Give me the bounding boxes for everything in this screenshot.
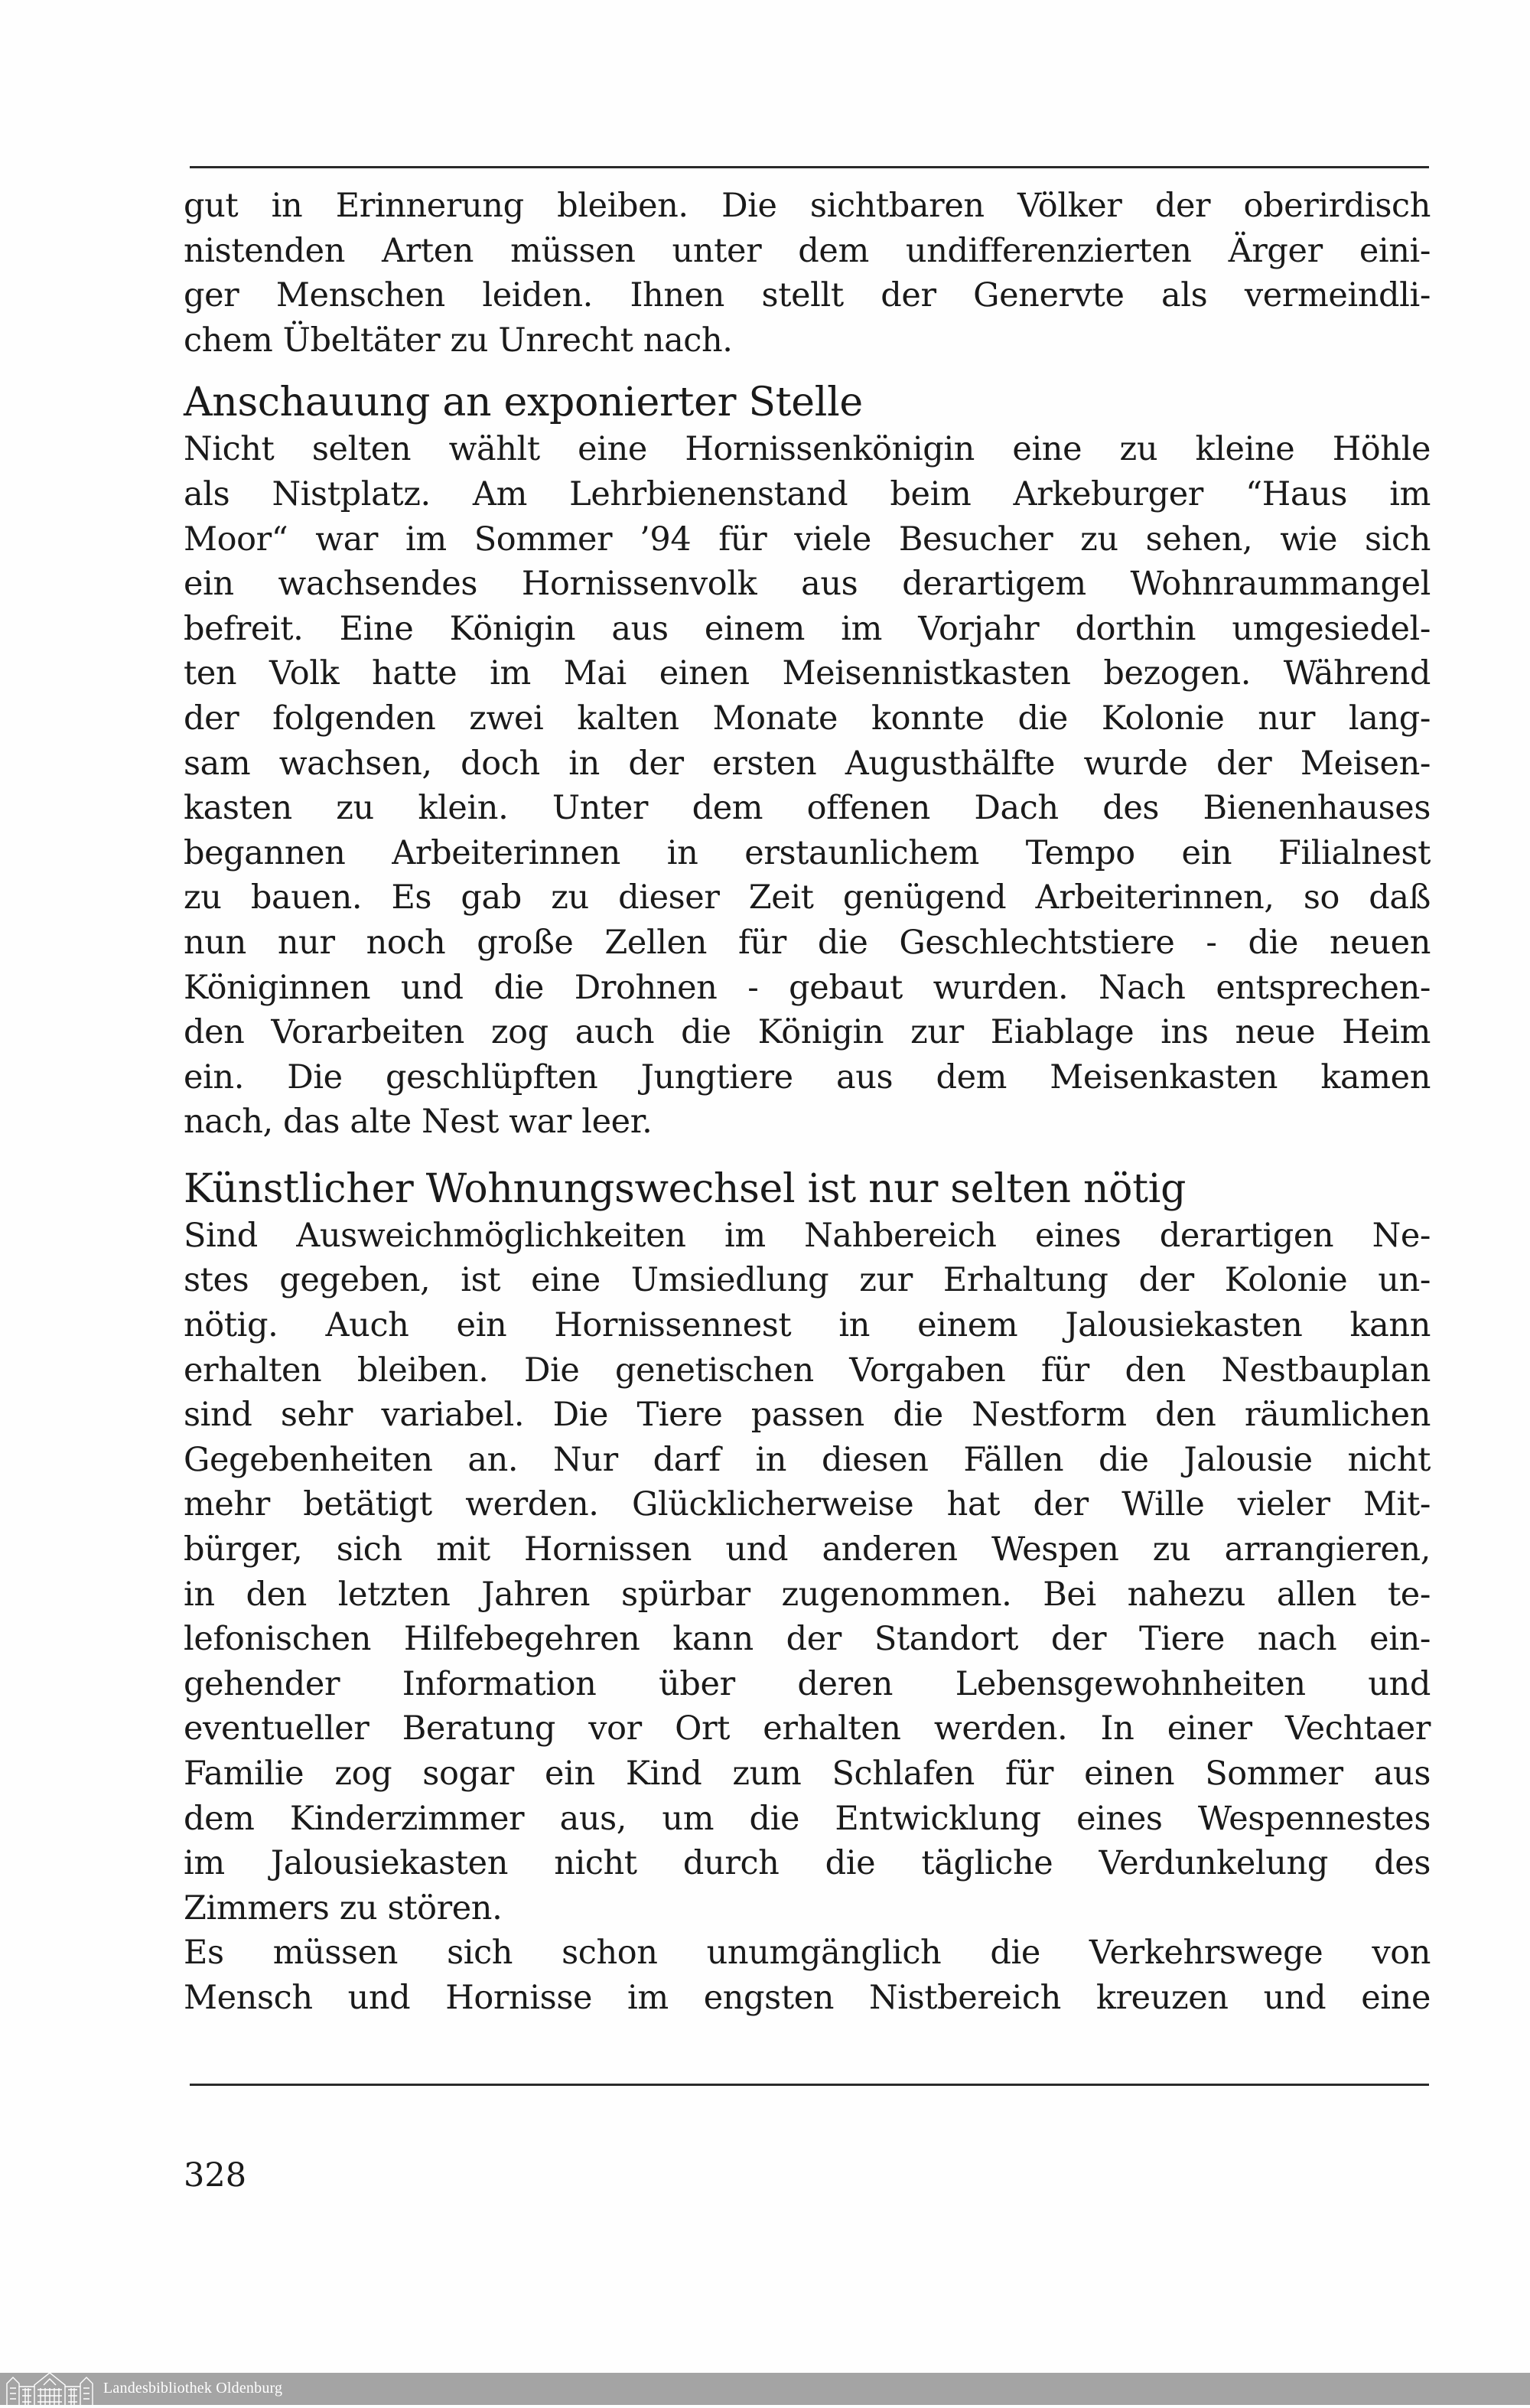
text-line: als Nistplatz. Am Lehrbienenstand beim Arkeburger “Haus im — [184, 474, 1431, 513]
text-line: der folgenden zwei kalten Monate konnte die Kolonie nur lang- — [184, 699, 1431, 738]
paragraph-intro — [184, 184, 1431, 363]
section-heading-anschauung: Anschauung an exponierter Stelle — [184, 380, 863, 426]
text-line: stes gegeben, ist eine Umsiedlung zur Erhaltung der Kolonie un- — [184, 1261, 1431, 1300]
top-rule — [190, 166, 1429, 168]
page-content — [184, 184, 1431, 2021]
text-line: Mensch und Hornisse im engsten Nistbereich kreuzen und eine — [184, 1978, 1431, 2017]
text-line: gehender Information über deren Lebensgewohnheiten und — [184, 1664, 1431, 1703]
text-line: Königinnen und die Drohnen - gebaut wurden. Nach entsprechen- — [184, 968, 1431, 1007]
text-line: ger Menschen leiden. Ihnen stellt der Genervte als vermeindli- — [184, 276, 1431, 315]
bottom-rule — [190, 2084, 1429, 2086]
text-line: ein. Die geschlüpften Jungtiere aus dem Meisenkasten kamen — [184, 1057, 1431, 1096]
text-line: nun nur noch große Zellen für die Geschlechtstiere - die neuen — [184, 923, 1431, 962]
text-line: Es müssen sich schon unumgänglich die Verkehrswege von — [184, 1934, 1431, 1973]
text-line: bürger, sich mit Hornissen und anderen Wespen zu arrangieren, — [184, 1530, 1431, 1569]
text-line: sam wachsen, doch in der ersten Augusthälfte wurde der Meisen- — [184, 744, 1431, 783]
text-line: nach, das alte Nest war leer. — [184, 1103, 653, 1142]
text-line: Gegebenheiten an. Nur darf in diesen Fällen die Jalousie nicht — [184, 1440, 1431, 1479]
text-line: eventueller Beratung vor Ort erhalten werden. In einer Vechtaer — [184, 1709, 1431, 1748]
text-line: sind sehr variabel. Die Tiere passen die Nestform den räumlichen — [184, 1396, 1431, 1435]
page-number: 328 — [184, 2156, 247, 2195]
text-line: in den letzten Jahren spürbar zugenommen. Bei nahezu allen te- — [184, 1575, 1431, 1614]
text-line: dem Kinderzimmer aus, um die Entwicklung eines Wespennestes — [184, 1799, 1431, 1838]
text-line: erhalten bleiben. Die genetischen Vorgaben für den Nestbauplan — [184, 1351, 1431, 1390]
text-line: Familie zog sogar ein Kind zum Schlafen für einen Sommer aus — [184, 1755, 1431, 1793]
text-line: befreit. Eine Königin aus einem im Vorjahr dorthin umgesiedel- — [184, 609, 1431, 648]
text-line: gut in Erinnerung bleiben. Die sichtbaren Völker der oberirdisch — [184, 187, 1431, 225]
paragraph-continued — [184, 1931, 1431, 2020]
text-line: Nicht selten wählt eine Hornissenkönigin eine zu kleine Höhle — [184, 430, 1431, 469]
text-line: lefonischen Hilfebegehren kann der Standort der Tiere nach ein- — [184, 1620, 1431, 1659]
text-line: den Vorarbeiten zog auch die Königin zur Eiablage ins neue Heim — [184, 1013, 1431, 1052]
library-name: Landesbibliothek Oldenburg — [103, 2380, 283, 2397]
text-line: Sind Ausweichmöglichkeiten im Nahbereich eines derartigen Ne- — [184, 1216, 1431, 1255]
text-line: chem Übeltäter zu Unrecht nach. — [184, 321, 733, 360]
paragraph-anschauung — [184, 427, 1431, 1145]
text-line: nistenden Arten müssen unter dem undifferenzierten Ärger eini- — [184, 231, 1431, 270]
text-line: nötig. Auch ein Hornissennest in einem Jalousiekasten kann — [184, 1306, 1431, 1345]
text-line: begannen Arbeiterinnen in erstaunlichem Tempo ein Filialnest — [184, 833, 1431, 872]
text-line: kasten zu klein. Unter dem offenen Dach des Bienenhauses — [184, 789, 1431, 828]
text-line: Zimmers zu stören. — [184, 1888, 503, 1927]
text-line: zu bauen. Es gab zu dieser Zeit genügend Arbeiterinnen, so daß — [184, 878, 1431, 917]
library-building-icon — [5, 2373, 96, 2405]
footer-bar — [0, 2373, 1530, 2405]
text-line: ten Volk hatte im Mai einen Meisennistkasten bezogen. Während — [184, 654, 1431, 693]
text-line: ein wachsendes Hornissenvolk aus derartigem Wohnraummangel — [184, 565, 1431, 604]
text-line: Moor“ war im Sommer ’94 für viele Besucher zu sehen, wie sich — [184, 520, 1431, 559]
section-heading-wohnungswechsel: Künstlicher Wohnungswechsel ist nur selten nötig — [184, 1165, 1187, 1212]
text-line: im Jalousiekasten nicht durch die tägliche Verdunkelung des — [184, 1844, 1431, 1883]
text-line: mehr betätigt werden. Glücklicherweise hat der Wille vieler Mit- — [184, 1485, 1431, 1524]
paragraph-wohnungswechsel — [184, 1214, 1431, 1931]
